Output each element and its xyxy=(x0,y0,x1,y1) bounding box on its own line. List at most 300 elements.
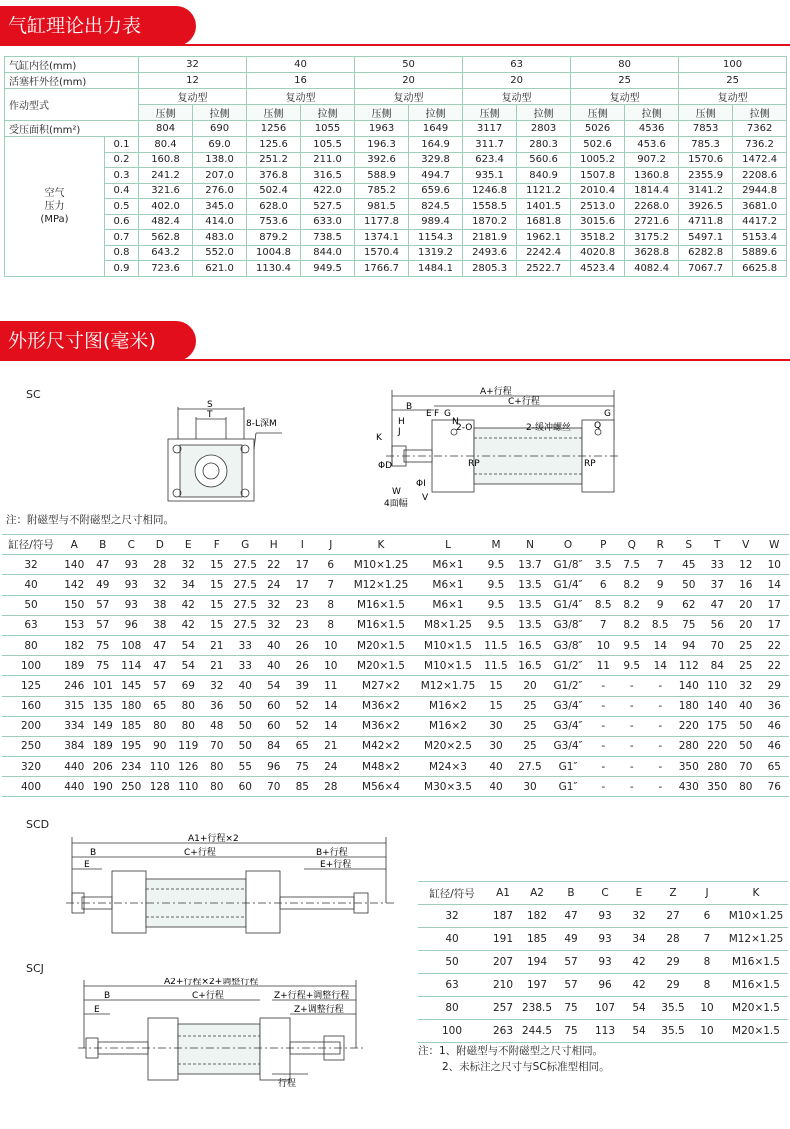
dimension-cell: 149 xyxy=(89,716,118,736)
dimension-cell: M36×2 xyxy=(345,696,417,716)
scd-cell: 40 xyxy=(418,928,486,951)
force-pressure-row xyxy=(5,168,787,184)
dimension-cell: 8.5 xyxy=(589,595,618,615)
dimension-cell: 47 xyxy=(146,656,175,676)
force-value-cell: 840.9 xyxy=(517,168,571,184)
dimension-cell: 180 xyxy=(117,696,146,716)
dimension-cell: 30 xyxy=(479,736,513,756)
dimension-cell: 30 xyxy=(479,716,513,736)
dimension-cell: 250 xyxy=(2,736,60,756)
action-type-cell: 复动型 xyxy=(571,89,679,105)
scd-cell: 28 xyxy=(656,928,690,951)
dimension-cell: 54 xyxy=(174,635,203,655)
force-value-cell: 2242.4 xyxy=(517,245,571,261)
dimension-cell: M6×1 xyxy=(417,575,479,595)
dimension-row xyxy=(2,575,789,595)
dimension-cell: 110 xyxy=(703,676,732,696)
force-value-cell: 907.2 xyxy=(625,152,679,168)
dimension-cell: 119 xyxy=(174,736,203,756)
rod-cell: 25 xyxy=(679,73,787,89)
dimension-cell: 33 xyxy=(703,555,732,575)
dimension-header-cell: S xyxy=(675,535,704,555)
force-value-cell: 422.0 xyxy=(301,183,355,199)
dimension-cell: 85 xyxy=(288,777,317,797)
dimension-cell: M16×1.5 xyxy=(345,615,417,635)
dimension-cell: - xyxy=(618,777,647,797)
dimension-cell: 75 xyxy=(89,635,118,655)
dimension-cell: 30 xyxy=(513,777,547,797)
dimension-cell: 16 xyxy=(732,575,761,595)
dimension-cell: M16×1.5 xyxy=(345,595,417,615)
dimension-cell: 140 xyxy=(60,555,89,575)
scd-cell: 35.5 xyxy=(656,997,690,1020)
dimension-cell: G3/8″ xyxy=(547,635,589,655)
scd-a1-label: A1+行程×2 xyxy=(188,834,239,844)
force-value-cell: 105.5 xyxy=(301,137,355,153)
rod-cell: 20 xyxy=(355,73,463,89)
action-type-cell: 复动型 xyxy=(139,89,247,105)
force-value-cell: 69.0 xyxy=(193,137,247,153)
dimension-cell: M36×2 xyxy=(345,716,417,736)
scd-cell: 207 xyxy=(486,951,520,974)
dimension-header-cell: F xyxy=(203,535,232,555)
force-action-row xyxy=(5,89,787,105)
pressure-cell: 0.6 xyxy=(105,214,139,230)
dimension-cell: 57 xyxy=(89,615,118,635)
scd-c-label: C+行程 xyxy=(184,848,216,858)
force-value-cell: 879.2 xyxy=(247,230,301,246)
dimension-cell: 36 xyxy=(203,696,232,716)
sc-side-i-label: ΦI xyxy=(416,479,426,489)
dimension-cell: 69 xyxy=(174,676,203,696)
dimension-cell: 50 xyxy=(732,716,761,736)
sc-side-view-diagram xyxy=(368,384,628,512)
force-value-cell: 1246.8 xyxy=(463,183,517,199)
push-side-cell: 压侧 xyxy=(571,105,625,121)
sc-side-rp-left-label: RP xyxy=(468,459,480,469)
sc-front-view-diagram xyxy=(160,395,290,507)
pull-side-cell: 拉侧 xyxy=(193,105,247,121)
dimension-cell: 189 xyxy=(89,736,118,756)
dimension-cell: 40 xyxy=(732,696,761,716)
scd-b2-label: B+行程 xyxy=(316,848,348,858)
dimension-cell: 54 xyxy=(174,656,203,676)
area-cell: 1055 xyxy=(301,121,355,137)
dimension-cell: 80 xyxy=(174,716,203,736)
force-area-row xyxy=(5,121,787,137)
force-value-cell: 164.9 xyxy=(409,137,463,153)
dimension-cell: 8 xyxy=(317,615,346,635)
scd-cell: 63 xyxy=(418,974,486,997)
dimension-cell: 50 xyxy=(231,716,260,736)
force-rod-row xyxy=(5,73,787,89)
scd-row xyxy=(418,997,788,1020)
force-value-cell: 1319.2 xyxy=(409,245,463,261)
scd-cell: 100 xyxy=(418,1020,486,1043)
force-value-cell: 345.0 xyxy=(193,199,247,215)
force-value-cell: 207.0 xyxy=(193,168,247,184)
scd-cell: M20×1.5 xyxy=(724,997,788,1020)
scd-header-cell: K xyxy=(724,882,788,905)
rod-cell: 16 xyxy=(247,73,355,89)
dimension-cell: G1/4″ xyxy=(547,595,589,615)
dimension-cell: G3/4″ xyxy=(547,696,589,716)
dimension-header-cell: I xyxy=(288,535,317,555)
dimension-row xyxy=(2,777,789,797)
dimension-cell: 200 xyxy=(2,716,60,736)
force-value-cell: 80.4 xyxy=(139,137,193,153)
dimension-cell: - xyxy=(618,716,647,736)
dimension-cell: M30×3.5 xyxy=(417,777,479,797)
force-value-cell: 241.2 xyxy=(139,168,193,184)
area-cell: 3117 xyxy=(463,121,517,137)
dimension-cell: 84 xyxy=(703,656,732,676)
dimension-cell: - xyxy=(589,777,618,797)
pull-side-cell: 拉侧 xyxy=(625,105,679,121)
scd-row xyxy=(418,905,788,928)
scd-cell: 257 xyxy=(486,997,520,1020)
force-pressure-row xyxy=(5,245,787,261)
dimension-cell: 21 xyxy=(203,635,232,655)
force-value-cell: 1177.8 xyxy=(355,214,409,230)
force-value-cell: 5889.6 xyxy=(733,245,787,261)
force-value-cell: 4082.4 xyxy=(625,261,679,277)
pull-side-cell: 拉侧 xyxy=(733,105,787,121)
area-cell: 1256 xyxy=(247,121,301,137)
scd-header-cell: A1 xyxy=(486,882,520,905)
dimension-cell: G1/4″ xyxy=(547,575,589,595)
force-value-cell: 3628.8 xyxy=(625,245,679,261)
dimension-cell: 33 xyxy=(231,656,260,676)
force-value-cell: 4523.4 xyxy=(571,261,625,277)
scj-label: SCJ xyxy=(26,962,44,975)
dimension-cell: 42 xyxy=(174,615,203,635)
dimension-cell: 175 xyxy=(703,716,732,736)
dimension-cell: G3/8″ xyxy=(547,615,589,635)
dimension-cell: 334 xyxy=(60,716,89,736)
dimension-cell: 440 xyxy=(60,777,89,797)
force-value-cell: 1005.2 xyxy=(571,152,625,168)
area-cell: 5026 xyxy=(571,121,625,137)
scd-header-cell: A2 xyxy=(520,882,554,905)
dimension-cell: 350 xyxy=(703,777,732,797)
force-value-cell: 3518.2 xyxy=(571,230,625,246)
dimension-cell: M8×1.25 xyxy=(417,615,479,635)
dimension-cell: M10×1.25 xyxy=(345,555,417,575)
pull-side-cell: 拉侧 xyxy=(409,105,463,121)
dimension-cell: - xyxy=(646,777,675,797)
rod-cell: 25 xyxy=(571,73,679,89)
dimension-cell: 80 xyxy=(203,777,232,797)
area-cell: 7362 xyxy=(733,121,787,137)
force-value-cell: 552.0 xyxy=(193,245,247,261)
force-value-cell: 211.0 xyxy=(301,152,355,168)
dimension-cell: 140 xyxy=(675,676,704,696)
dimension-cell: M12×1.75 xyxy=(417,676,479,696)
dimension-cell: 246 xyxy=(60,676,89,696)
force-value-cell: 5497.1 xyxy=(679,230,733,246)
scj-b-label: B xyxy=(104,991,111,1001)
dimension-cell: 20 xyxy=(732,615,761,635)
dimension-cell: 22 xyxy=(760,635,789,655)
force-value-cell: 736.2 xyxy=(733,137,787,153)
dimension-cell: 10 xyxy=(589,635,618,655)
force-value-cell: 3926.5 xyxy=(679,199,733,215)
sc-side-g1-label: G xyxy=(444,409,451,419)
dimension-row xyxy=(2,555,789,575)
action-type-cell: 复动型 xyxy=(247,89,355,105)
dimension-cell: 9 xyxy=(646,595,675,615)
scd-cell: 47 xyxy=(554,905,588,928)
force-pressure-row xyxy=(5,261,787,277)
scd-cell: 35.5 xyxy=(656,1020,690,1043)
dimension-row xyxy=(2,757,789,777)
scd-cell: 187 xyxy=(486,905,520,928)
scd-cell: 238.5 xyxy=(520,997,554,1020)
dimension-cell: 32 xyxy=(732,676,761,696)
dimension-cell: 36 xyxy=(760,696,789,716)
push-side-cell: 压侧 xyxy=(247,105,301,121)
force-value-cell: 4711.8 xyxy=(679,214,733,230)
dimension-cell: 9.5 xyxy=(479,575,513,595)
force-value-cell: 1401.5 xyxy=(517,199,571,215)
scd-cell: M12×1.25 xyxy=(724,928,788,951)
dimension-cell: 47 xyxy=(89,555,118,575)
pressure-cell: 0.4 xyxy=(105,183,139,199)
dimension-header-cell: Q xyxy=(618,535,647,555)
dimension-cell: 48 xyxy=(203,716,232,736)
dimension-cell: M48×2 xyxy=(345,757,417,777)
force-pressure-row xyxy=(5,183,787,199)
dimension-header-cell: K xyxy=(345,535,417,555)
dimension-cell: 54 xyxy=(260,676,289,696)
dimension-header-cell: O xyxy=(547,535,589,555)
dimension-cell: 220 xyxy=(703,736,732,756)
dimension-cell: 47 xyxy=(146,635,175,655)
dimension-cell: G1/2″ xyxy=(547,676,589,696)
force-value-cell: 251.2 xyxy=(247,152,301,168)
scd-header-cell: B xyxy=(554,882,588,905)
force-value-cell: 311.7 xyxy=(463,137,517,153)
dimension-cell: 112 xyxy=(675,656,704,676)
scj-z2-label: Z+调整行程 xyxy=(294,1005,344,1015)
dimension-header-cell: R xyxy=(646,535,675,555)
force-value-cell: 329.8 xyxy=(409,152,463,168)
scd-cell: 244.5 xyxy=(520,1020,554,1043)
dimension-cell: 96 xyxy=(117,615,146,635)
dimension-cell: 80 xyxy=(203,757,232,777)
dimension-cell: M12×1.25 xyxy=(345,575,417,595)
dimension-cell: 80 xyxy=(732,777,761,797)
force-value-cell: 376.8 xyxy=(247,168,301,184)
scd-cell: 34 xyxy=(622,928,656,951)
dimension-cell: - xyxy=(646,676,675,696)
force-value-cell: 628.0 xyxy=(247,199,301,215)
action-type-cell: 复动型 xyxy=(679,89,787,105)
force-value-cell: 1681.8 xyxy=(517,214,571,230)
dimension-cell: 8.2 xyxy=(618,575,647,595)
force-value-cell: 2268.0 xyxy=(625,199,679,215)
scd-cell: 80 xyxy=(418,997,486,1020)
force-value-cell: 738.5 xyxy=(301,230,355,246)
dimension-cell: 14 xyxy=(760,575,789,595)
force-pressure-row xyxy=(5,137,787,153)
dimension-header-cell: W xyxy=(760,535,789,555)
force-value-cell: 2805.3 xyxy=(463,261,517,277)
dimension-cell: 13.5 xyxy=(513,615,547,635)
dimension-row xyxy=(2,615,789,635)
dimension-cell: 9.5 xyxy=(479,595,513,615)
force-value-cell: 3175.2 xyxy=(625,230,679,246)
sc-side-e-label: E xyxy=(426,409,432,419)
dimension-cell: M6×1 xyxy=(417,555,479,575)
area-cell: 1963 xyxy=(355,121,409,137)
dimension-cell: 21 xyxy=(203,656,232,676)
dimension-cell: 33 xyxy=(231,635,260,655)
bore-cell: 50 xyxy=(355,57,463,73)
dimension-cell: 206 xyxy=(89,757,118,777)
force-pressure-row xyxy=(5,199,787,215)
force-value-cell: 621.0 xyxy=(193,261,247,277)
dimension-cell: 9.5 xyxy=(618,635,647,655)
dimension-cell: M27×2 xyxy=(345,676,417,696)
dimension-cell: 57 xyxy=(146,676,175,696)
dimension-cell: 65 xyxy=(146,696,175,716)
sc-side-w-label: W xyxy=(392,487,401,497)
dimension-cell: 94 xyxy=(675,635,704,655)
force-value-cell: 2010.4 xyxy=(571,183,625,199)
dimension-cell: 55 xyxy=(231,757,260,777)
pressure-cell: 0.2 xyxy=(105,152,139,168)
pull-side-cell: 拉侧 xyxy=(301,105,355,121)
scd-cell: 75 xyxy=(554,997,588,1020)
dimension-cell: M6×1 xyxy=(417,595,479,615)
area-cell: 2803 xyxy=(517,121,571,137)
dimension-cell: G1″ xyxy=(547,777,589,797)
dimension-cell: M20×2.5 xyxy=(417,736,479,756)
scd-cell: 32 xyxy=(622,905,656,928)
dimension-cell: 320 xyxy=(2,757,60,777)
note-line-1: 注：1、附磁型与不附磁型之尺寸相同。 xyxy=(418,1045,604,1057)
dimension-cell: 21 xyxy=(317,736,346,756)
dimension-cell: 40 xyxy=(260,635,289,655)
dimension-cell: 17 xyxy=(288,575,317,595)
dimension-cell: 25 xyxy=(732,656,761,676)
force-value-cell: 935.1 xyxy=(463,168,517,184)
dimension-cell: 80 xyxy=(146,716,175,736)
force-value-cell: 562.8 xyxy=(139,230,193,246)
scd-cell: 182 xyxy=(520,905,554,928)
force-value-cell: 1004.8 xyxy=(247,245,301,261)
scd-cell: 185 xyxy=(520,928,554,951)
dimension-cell: 60 xyxy=(231,777,260,797)
dimension-cell: 126 xyxy=(174,757,203,777)
force-value-cell: 643.2 xyxy=(139,245,193,261)
dimension-cell: 250 xyxy=(117,777,146,797)
force-value-cell: 844.0 xyxy=(301,245,355,261)
sc-front-t-label: T xyxy=(207,410,213,420)
action-type-cell: 复动型 xyxy=(355,89,463,105)
dimension-cell: 430 xyxy=(675,777,704,797)
dimension-cell: - xyxy=(589,757,618,777)
dimension-cell: 60 xyxy=(260,716,289,736)
dimension-cell: 9.5 xyxy=(479,555,513,575)
dimension-cell: 25 xyxy=(513,716,547,736)
bore-cell: 40 xyxy=(247,57,355,73)
dimension-cell: 11 xyxy=(317,676,346,696)
force-value-cell: 392.6 xyxy=(355,152,409,168)
dimension-cell: M10×1.5 xyxy=(417,635,479,655)
dimension-cell: 14 xyxy=(317,716,346,736)
dimension-cell: 63 xyxy=(2,615,60,635)
scd-header-cell: E xyxy=(622,882,656,905)
dimension-cell: 15 xyxy=(203,615,232,635)
air-pressure-header: 空气 压力 (MPa) xyxy=(5,137,105,277)
scd-header-row xyxy=(418,882,788,905)
force-value-cell: 160.8 xyxy=(139,152,193,168)
dimension-cell: 7 xyxy=(646,555,675,575)
dimension-cell: 46 xyxy=(760,716,789,736)
dimension-cell: 3.5 xyxy=(589,555,618,575)
dimension-cell: 153 xyxy=(60,615,89,635)
scd-cell: M16×1.5 xyxy=(724,951,788,974)
dimension-cell: 60 xyxy=(260,696,289,716)
force-value-cell: 527.5 xyxy=(301,199,355,215)
bore-cell: 63 xyxy=(463,57,571,73)
section-title-dimensions: 外形尺寸图(毫米) xyxy=(0,321,196,361)
force-value-cell: 633.0 xyxy=(301,214,355,230)
force-value-cell: 623.4 xyxy=(463,152,517,168)
dimension-cell: - xyxy=(618,676,647,696)
dimension-cell: 6 xyxy=(589,575,618,595)
force-value-cell: 1570.6 xyxy=(679,152,733,168)
dimension-cell: 47 xyxy=(703,595,732,615)
force-value-cell: 1154.3 xyxy=(409,230,463,246)
dimension-cell: G3/4″ xyxy=(547,736,589,756)
dimension-cell: 9.5 xyxy=(618,656,647,676)
dimension-cell: 22 xyxy=(260,555,289,575)
force-table xyxy=(4,56,787,277)
sc-label: SC xyxy=(26,388,41,401)
dimension-cell: 50 xyxy=(231,696,260,716)
dimension-header-cell: G xyxy=(231,535,260,555)
scd-cell: 96 xyxy=(588,974,622,997)
dimension-cell: 20 xyxy=(732,595,761,615)
force-value-cell: 321.6 xyxy=(139,183,193,199)
dimension-cell: 280 xyxy=(675,736,704,756)
dimension-cell: 38 xyxy=(146,595,175,615)
pressure-cell: 0.8 xyxy=(105,245,139,261)
dimension-cell: M56×4 xyxy=(345,777,417,797)
bore-cell: 80 xyxy=(571,57,679,73)
dimension-cell: - xyxy=(646,716,675,736)
dimension-cell: 84 xyxy=(260,736,289,756)
force-value-cell: 1814.4 xyxy=(625,183,679,199)
dimension-cell: 24 xyxy=(260,575,289,595)
dimension-header-cell: H xyxy=(260,535,289,555)
dimension-cell: 52 xyxy=(288,696,317,716)
sc-front-m-label: 8-L深M xyxy=(246,419,277,429)
scd-cell: 6 xyxy=(690,905,724,928)
scd-header-cell: Z xyxy=(656,882,690,905)
note-line-2: 2、未标注之尺寸与SC标准型相同。 xyxy=(442,1061,610,1073)
dimension-cell: 32 xyxy=(260,615,289,635)
sc-note: 注：附磁型与不附磁型之尺寸相同。 xyxy=(6,514,174,526)
dimension-cell: 11 xyxy=(589,656,618,676)
scd-scj-table xyxy=(418,881,788,1043)
dimension-cell: - xyxy=(589,676,618,696)
dimension-cell: 10 xyxy=(317,656,346,676)
